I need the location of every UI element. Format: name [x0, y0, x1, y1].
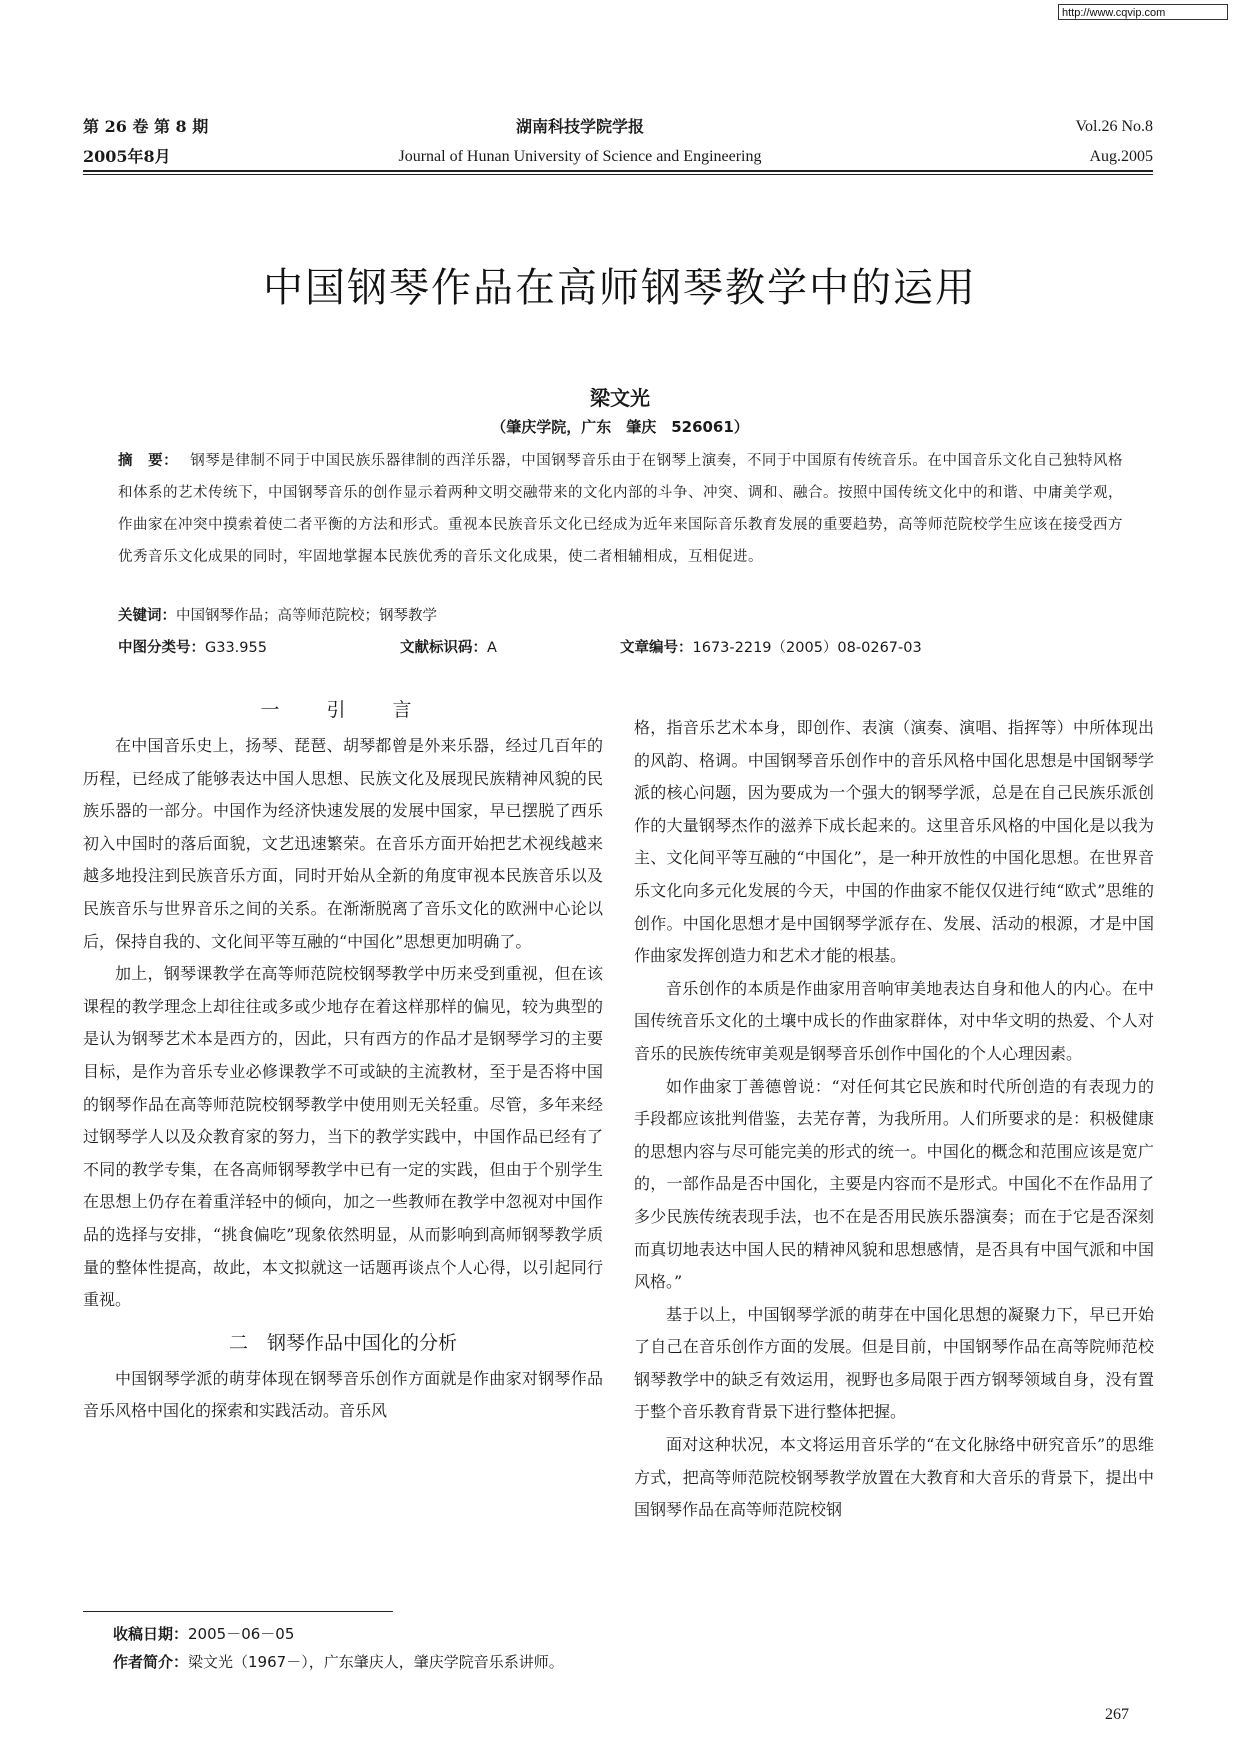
header-rule-thin	[83, 174, 1153, 175]
author-affiliation: （肇庆学院，广东 肇庆 526061）	[491, 418, 749, 436]
abstract-label: 摘 要：	[118, 453, 179, 469]
page-number: 267	[1105, 1706, 1129, 1723]
received-label: 收稿日期：	[113, 1625, 189, 1643]
footnote-rule	[83, 1611, 393, 1612]
document-code	[400, 636, 497, 660]
left-paragraph-2: 加上，钢琴课教学在高等师范院校钢琴教学中历来受到重视，但在该课程的教学理念上却往往或多或少地存在着这样那样的偏见，较为典型的是认为钢琴艺术本是西方的，因此，只有西方的作品才是钢琴学习的主要目标，是作为音乐专业必修课教学不可或缺的主流教材，至于是否将中国的钢琴作品在高等师范院校钢琴教学中使用则无关轻重。尽管，多年来经过钢琴学人以及众教育家的努力，当下的教学实践中，中国作品已经有了不同的教学专集，在各高师钢琴教学中已有一定的实践，但由于个别学生在思想上仍存在着重洋轻中的倾向，加之一些教师在教学中忽视对中国作品的选择与安排，“挑食偏吃”现象依然明显，从而影响到高师钢琴教学质量的整体性提高，故此，本文拟就这一话题再谈点个人心得，以引起同行重视。	[83, 964, 603, 1310]
left-paragraph-3: 中国钢琴学派的萌芽体现在钢琴音乐创作方面就是作曲家对钢琴作品音乐风格中国化的探索和实践活动。音乐风	[83, 1368, 603, 1421]
clc-label: 中图分类号：	[118, 640, 205, 656]
header-journal-cn: 湖南科技学院学报	[515, 117, 644, 136]
article-number	[620, 636, 922, 660]
header-rule	[83, 170, 1153, 172]
watermark-url[interactable]: http://www.cqvip.com	[1058, 4, 1228, 20]
article-no-label: 文章编号：	[620, 640, 693, 656]
abstract	[118, 445, 1123, 573]
article-title: 中国钢琴作品在高师钢琴教学中的运用	[263, 265, 977, 311]
keywords	[118, 604, 1123, 628]
section-1-heading: 一 引 言	[260, 699, 426, 721]
right-paragraph-4: 基于以上，中国钢琴学派的萌芽在中国化思想的凝聚力下，早已开始了自己在音乐创作方面的发展。但是目前，中国钢琴作品在高等院师范校钢琴教学中的缺乏有效运用，视野也多局限于西方钢琴领域自身，没有置于整个音乐教育背景下进行整体把握。	[634, 1304, 1154, 1422]
keywords-text: 中国钢琴作品；高等师范院校；钢琴教学	[176, 608, 437, 624]
footnote-received	[83, 1620, 603, 1648]
left-paragraph-1: 在中国音乐史上，扬琴、琵琶、胡琴都曾是外来乐器，经过几百年的历程，已经成了能够表达中国人思想、民族文化及展现民族精神风貌的民族乐器的一部分。中国作为经济快速发展的发展中国家，早已摆脱了西乐初入中国时的落后面貌，文艺迅速繁荣。在音乐方面开始把艺术视线越来越多地投注到民族音乐方面，同时开始从全新的角度审视本民族音乐以及民族音乐与世界音乐之间的关系。在渐渐脱离了音乐文化的欧洲中心论以后，保持自我的、文化间平等互融的“中国化”思想更加明确了。	[83, 736, 603, 951]
received-date: 2005－06－05	[188, 1625, 295, 1643]
right-paragraph-5: 面对这种状况，本文将运用音乐学的“在文化脉络中研究音乐”的思维方式，把高等师范院校钢琴教学放置在大教育和大音乐的背景下，提出中国钢琴作品在高等师范院校钢	[634, 1435, 1154, 1520]
bio-text: 梁文光（1967－），广东肇庆人，肇庆学院音乐系讲师。	[188, 1653, 564, 1671]
bio-label: 作者简介：	[113, 1653, 189, 1671]
clc-code	[118, 636, 267, 660]
right-paragraph-1: 格，指音乐艺术本身，即创作、表演（演奏、演唱、指挥等）中所体现出的风韵、格调。中国钢琴音乐创作中的音乐风格中国化思想是中国钢琴学派的核心问题，因为要成为一个强大的钢琴学派，总是在自己民族乐派创作的大量钢琴杰作的滋养下成长起来的。这里音乐风格的中国化是以我为主、文化间平等互融的“中国化”，是一种开放性的中国化思想。在世界音乐文化向多元化发展的今天，中国的作曲家不能仅仅进行纯“欧式”思维的创作。中国化思想才是中国钢琴学派存在、发展、活动的根源，才是中国作曲家发挥创造力和艺术才能的根基。	[634, 718, 1154, 966]
clc-value: G33.955	[205, 640, 267, 656]
header-month: Aug.2005	[1089, 148, 1153, 165]
doc-code-label: 文献标识码：	[400, 640, 487, 656]
left-column	[83, 694, 603, 1428]
right-paragraph-2: 音乐创作的本质是作曲家用音响审美地表达自身和他人的内心。在中国传统音乐文化的土壤中成长的作曲家群体，对中华文明的热爱、个人对音乐的民族传统审美观是钢琴音乐创作中国化的个人心理因素。	[634, 978, 1154, 1063]
article-no-value: 1673-2219（2005）08-0267-03	[692, 640, 922, 656]
doc-code-value: A	[487, 640, 497, 656]
header-volume-issue: 第 26 卷 第 8 期	[83, 117, 209, 136]
author-name: 梁文光	[590, 386, 650, 410]
section-2-heading: 二 钢琴作品中国化的分析	[228, 1331, 457, 1354]
abstract-text: 钢琴是律制不同于中国民族乐器律制的西洋乐器，中国钢琴音乐由于在钢琴上演奏，不同于中国原有传统音乐。在中国音乐文化自己独特风格和体系的艺术传统下，中国钢琴音乐的创作显示着两种文明交融带来的文化内部的斗争、冲突、调和、融合。按照中国传统文化中的和谐、中庸美学观，作曲家在冲突中摸索着使二者平衡的方法和形式。重视本民族音乐文化已经成为近年来国际音乐教育发展的重要趋势，高等师范院校学生应该在接受西方优秀音乐文化成果的同时，牢固地掌握本民族优秀的音乐文化成果，使二者相辅相成，互相促进。	[118, 453, 1123, 565]
right-paragraph-3: 如作曲家丁善德曾说：“对任何其它民族和时代所创造的有表现力的手段都应该批判借鉴，去芜存菁，为我所用。人们所要求的是：积极健康的思想内容与尽可能完美的形式的统一。中国化的概念和范围应该是宽广的，一部作品是否中国化，主要是内容而不是形式。中国化不在作品用了多少民族传统表现手法，也不在是否用民族乐器演奏；而在于它是否深刻而真切地表达中国人民的精神风貌和思想感情，是否具有中国气派和中国风格。”	[634, 1076, 1154, 1292]
footnote-bio	[83, 1648, 603, 1676]
header-journal-en: Journal of Hunan University of Science and Engineering	[398, 148, 762, 165]
header-date: 2005年8月	[83, 147, 171, 166]
right-column	[634, 712, 1154, 1527]
header-vol-no: Vol.26 No.8	[1075, 118, 1153, 135]
keywords-label: 关键词：	[118, 608, 176, 624]
